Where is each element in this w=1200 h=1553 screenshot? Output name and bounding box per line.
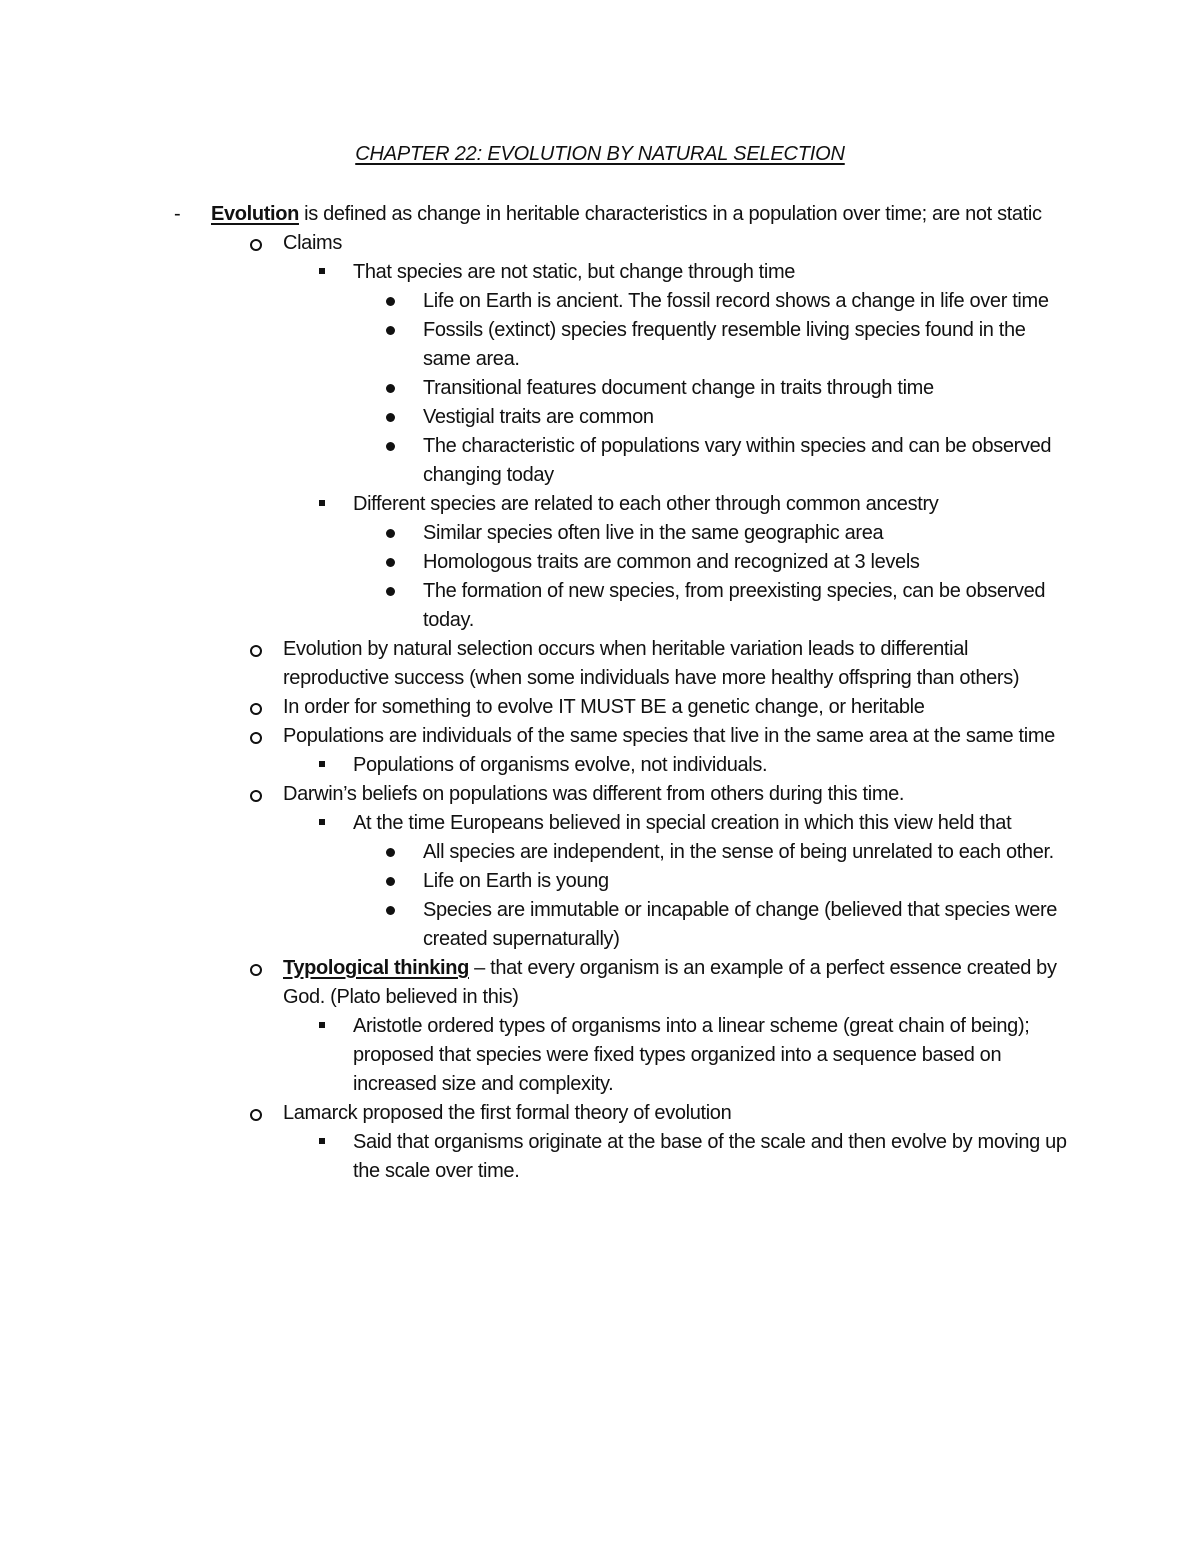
item-text: – that every organism is an example of a perfect essence created by God. (Plato believed in this): [283, 957, 1057, 1008]
item-text: All species are independent, in the sense of being unrelated to each other.: [423, 841, 1054, 863]
item-text: Similar species often live in the same geographic area: [423, 522, 884, 544]
item-text: That species are not static, but change through time: [353, 261, 796, 283]
circle-bullet-icon: [250, 964, 262, 976]
list-item: [170, 838, 1070, 867]
item-text: is defined as change in heritable characteristics in a population over time; are not static: [298, 203, 1042, 225]
list-item: [170, 1099, 1070, 1128]
list-item: [170, 403, 1070, 432]
list-item: [170, 258, 1070, 287]
list-item: [170, 229, 1070, 258]
dot-bullet-icon: [386, 848, 395, 857]
list-item: [170, 490, 1070, 519]
dot-bullet-icon: [386, 384, 395, 393]
item-text: At the time Europeans believed in special creation in which this view held that: [353, 812, 1012, 834]
item-text: Life on Earth is young: [423, 870, 609, 892]
list-item: [170, 1128, 1070, 1186]
square-bullet-icon: [319, 268, 325, 274]
page-title: CHAPTER 22: EVOLUTION BY NATURAL SELECTION: [355, 143, 845, 165]
dot-bullet-icon: [386, 326, 395, 335]
list-item: [170, 896, 1070, 954]
square-bullet-icon: [319, 1138, 325, 1144]
circle-bullet-icon: [250, 790, 262, 802]
item-text: Fossils (extinct) species frequently resemble living species found in the same area.: [423, 319, 1026, 370]
item-text: Claims: [283, 232, 343, 254]
dot-bullet-icon: [386, 529, 395, 538]
dot-bullet-icon: [386, 413, 395, 422]
circle-bullet-icon: [250, 732, 262, 744]
item-text: Species are immutable or incapable of change (believed that species were created supernaturally): [423, 899, 1058, 950]
item-text: Populations are individuals of the same species that live in the same area at the same time: [283, 725, 1055, 747]
list-item: [170, 693, 1070, 722]
circle-bullet-icon: [250, 703, 262, 715]
key-term: Typological thinking: [283, 957, 469, 979]
square-bullet-icon: [319, 819, 325, 825]
list-item: [170, 751, 1070, 780]
list-item: [170, 954, 1070, 1012]
dot-bullet-icon: [386, 558, 395, 567]
item-text: Life on Earth is ancient. The fossil record shows a change in life over time: [423, 290, 1049, 312]
circle-bullet-icon: [250, 645, 262, 657]
square-bullet-icon: [319, 1022, 325, 1028]
circle-bullet-icon: [250, 239, 262, 251]
dash-bullet-icon: -: [174, 203, 181, 225]
list-item: [170, 635, 1070, 693]
item-text: Populations of organisms evolve, not individuals.: [353, 754, 768, 776]
list-item: [170, 722, 1070, 751]
item-text: The characteristic of populations vary within species and can be observed changing today: [423, 435, 1052, 486]
list-item: [170, 1012, 1070, 1099]
item-text: Said that organisms originate at the base of the scale and then evolve by moving up the scale over time.: [353, 1131, 1067, 1182]
list-item: [170, 780, 1070, 809]
dot-bullet-icon: [386, 442, 395, 451]
item-text: Vestigial traits are common: [423, 406, 654, 428]
key-term: Evolution: [211, 203, 299, 225]
item-text: Homologous traits are common and recognized at 3 levels: [423, 551, 920, 573]
list-item: [170, 867, 1070, 896]
item-text: Aristotle ordered types of organisms into a linear scheme (great chain of being); proposed that species were fixed types organized into a sequence based on increased size and complexity.: [353, 1015, 1030, 1095]
item-text: Darwin’s beliefs on populations was different from others during this time.: [283, 783, 905, 805]
list-item: [170, 432, 1070, 490]
square-bullet-icon: [319, 500, 325, 506]
circle-bullet-icon: [250, 1109, 262, 1121]
item-text: The formation of new species, from preexisting species, can be observed today.: [423, 580, 1046, 631]
dot-bullet-icon: [386, 906, 395, 915]
dot-bullet-icon: [386, 877, 395, 886]
outline-list: [170, 200, 1070, 1186]
list-item: [170, 316, 1070, 374]
square-bullet-icon: [319, 761, 325, 767]
list-item: [170, 287, 1070, 316]
list-item: [170, 548, 1070, 577]
list-item: [170, 519, 1070, 548]
item-text: Lamarck proposed the first formal theory of evolution: [283, 1102, 732, 1124]
item-text: Evolution by natural selection occurs when heritable variation leads to differential reproductive success (when some individuals have more healthy offspring than others): [283, 638, 1020, 689]
item-text: Transitional features document change in traits through time: [423, 377, 934, 399]
item-text: Different species are related to each other through common ancestry: [353, 493, 939, 515]
list-item: [170, 809, 1070, 838]
list-item: [170, 577, 1070, 635]
list-item: [170, 200, 1070, 229]
dot-bullet-icon: [386, 297, 395, 306]
item-text: In order for something to evolve IT MUST BE a genetic change, or heritable: [283, 696, 925, 718]
dot-bullet-icon: [386, 587, 395, 596]
list-item: [170, 374, 1070, 403]
